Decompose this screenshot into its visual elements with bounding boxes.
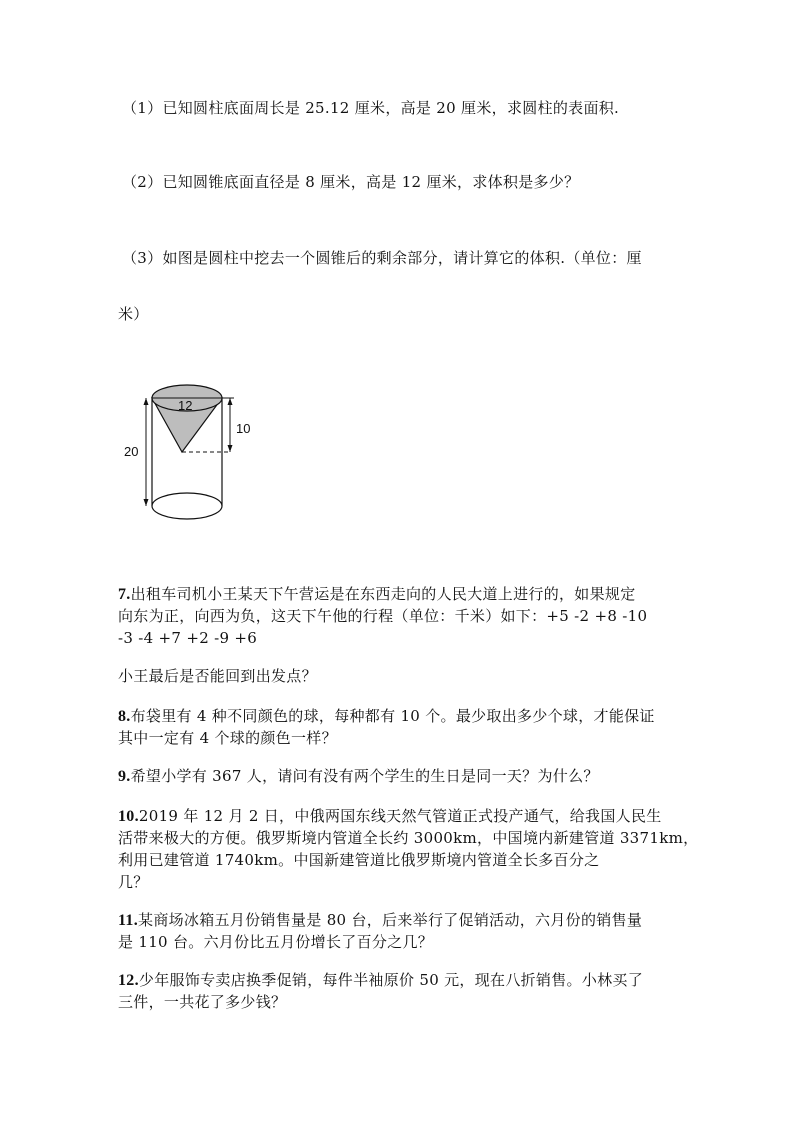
problem-10-text: 2019 年 12 月 2 日，中俄两国东线天然气管道正式投产通气，给我国人民生 <box>138 807 662 825</box>
bottom-ellipse <box>152 493 222 519</box>
diameter-label: 12 <box>178 398 193 413</box>
problem-7-number: 7. <box>118 586 131 603</box>
problem-9-number: 9. <box>118 768 131 785</box>
cylinder-height-label: 20 <box>124 444 139 459</box>
problem-8-line1 <box>118 706 655 727</box>
problem-9-text: 希望小学有 367 人，请问有没有两个学生的生日是同一天？为什么？ <box>130 767 599 785</box>
problem-12-number: 12. <box>118 972 139 989</box>
cone-height-label: 10 <box>236 421 251 436</box>
problem-8-text: 布袋里有 4 种不同颜色的球，每种都有 10 个。最少取出多少个球，才能保证 <box>130 707 655 725</box>
problem-10-line4: 几？ <box>118 873 149 891</box>
problem-11-line1 <box>118 910 642 931</box>
problem-10-line3: 利用已建管道 1740km。中国新建管道比俄罗斯境内管道全长多百分之 <box>118 851 600 869</box>
problem-11-line2: 是 110 台。六月份比五月份增长了百分之几？ <box>118 933 434 951</box>
question-3-line1: （3）如图是圆柱中挖去一个圆锥后的剩余部分，请计算它的体积.（单位：厘 <box>122 249 642 267</box>
problem-9-line1 <box>118 766 599 787</box>
problem-10-line2: 活带来极大的方便。俄罗斯境内管道全长约 3000km，中国境内新建管道 3371km， <box>118 829 699 847</box>
problem-10-number: 10. <box>118 808 139 825</box>
problem-12-text: 少年服饰专卖店换季促销，每件半袖原价 50 元，现在八折销售。小林买了 <box>138 971 644 989</box>
problem-11-number: 11. <box>118 912 139 929</box>
problem-7-line2: 向东为正，向西为负，这天下午他的行程（单位：千米）如下：+5 -2 +8 -10 <box>118 607 648 625</box>
problem-7-line3: -3 -4 +7 +2 -9 +6 <box>118 629 258 647</box>
question-3-line2: 米） <box>118 305 149 323</box>
cylinder-cone-figure <box>118 378 268 528</box>
problem-12-line2: 三件，一共花了多少钱？ <box>118 993 287 1011</box>
problem-10-line1 <box>118 806 662 827</box>
question-2: （2）已知圆锥底面直径是 8 厘米，高是 12 厘米，求体积是多少？ <box>122 173 580 191</box>
problem-7-line4: 小王最后是否能回到出发点？ <box>118 667 317 685</box>
problem-7-text: 出租车司机小王某天下午营运是在东西走向的人民大道上进行的，如果规定 <box>130 585 636 603</box>
problem-7-line1 <box>118 584 636 605</box>
problem-8-number: 8. <box>118 708 131 725</box>
problem-12-line1 <box>118 970 643 991</box>
problem-11-text: 某商场冰箱五月份销售量是 80 台，后来举行了促销活动，六月份的销售量 <box>138 911 643 929</box>
problem-8-line2: 其中一定有 4 个球的颜色一样？ <box>118 729 337 747</box>
question-1: （1）已知圆柱底面周长是 25.12 厘米，高是 20 厘米，求圆柱的表面积. <box>122 99 620 117</box>
